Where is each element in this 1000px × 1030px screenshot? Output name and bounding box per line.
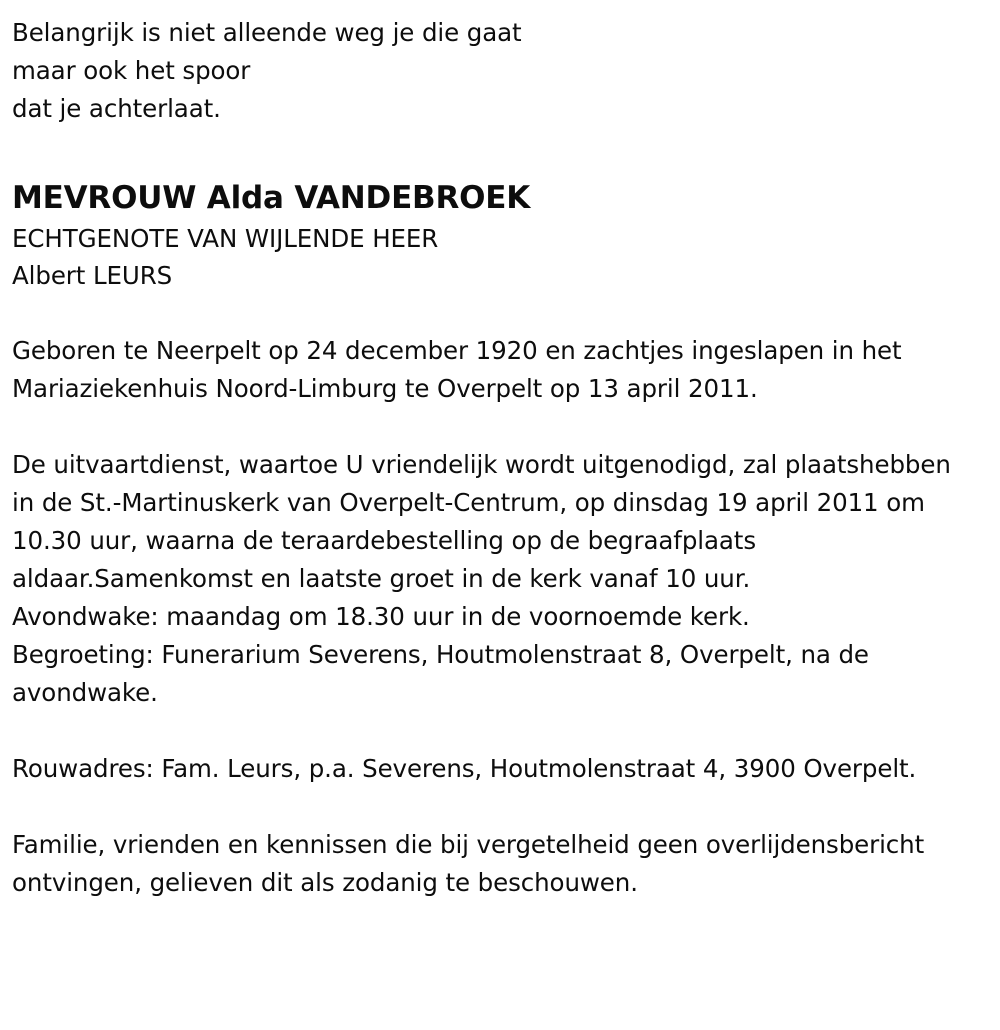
- service-greeting-text: Begroeting: Funerarium Severens, Houtmolenstraat 8, Overpelt, na de avondwake.: [12, 640, 869, 707]
- service-main-text: De uitvaartdienst, waartoe U vriendelijk wordt uitgenodigd, zal plaatshebben in de St.-Martinuskerk van Overpelt-Centrum, op dinsdag 19 april 2011 om 10.30 uur, waarna de teraardebestelling op de begraafplaats aldaar.Samenkomst en laatste groet in de kerk vanaf 10 uur.: [12, 450, 951, 593]
- poem-line: maar ook het spoor: [12, 56, 251, 85]
- mourning-address-paragraph: [12, 750, 978, 788]
- service-vigil-text: Avondwake: maandag om 18.30 uur in de voornoemde kerk.: [12, 602, 750, 631]
- deceased-name-heading: MEVROUW Alda VANDEBROEK: [12, 180, 531, 216]
- poem-block: [12, 14, 978, 128]
- life-dates-paragraph: [12, 332, 978, 408]
- closing-note-paragraph: [12, 826, 978, 902]
- poem-line: Belangrijk is niet alleende weg je die gaat: [12, 18, 522, 47]
- mourning-address-text: Rouwadres: Fam. Leurs, p.a. Severens, Houtmolenstraat 4, 3900 Overpelt.: [12, 754, 917, 783]
- relation-label: ECHTGENOTE VAN WIJLENDE HEER: [12, 224, 439, 253]
- service-details-block: [12, 446, 978, 712]
- deceased-relation-block: [12, 220, 978, 294]
- poem-line: dat je achterlaat.: [12, 94, 221, 123]
- spouse-name: Albert LEURS: [12, 261, 173, 290]
- life-dates-text: Geboren te Neerpelt op 24 december 1920 en zachtjes ingeslapen in het Mariaziekenhuis Noord-Limburg te Overpelt op 13 april 2011.: [12, 336, 902, 403]
- closing-note-text: Familie, vrienden en kennissen die bij vergetelheid geen overlijdensbericht ontvingen, gelieven dit als zodanig te beschouwen.: [12, 830, 925, 897]
